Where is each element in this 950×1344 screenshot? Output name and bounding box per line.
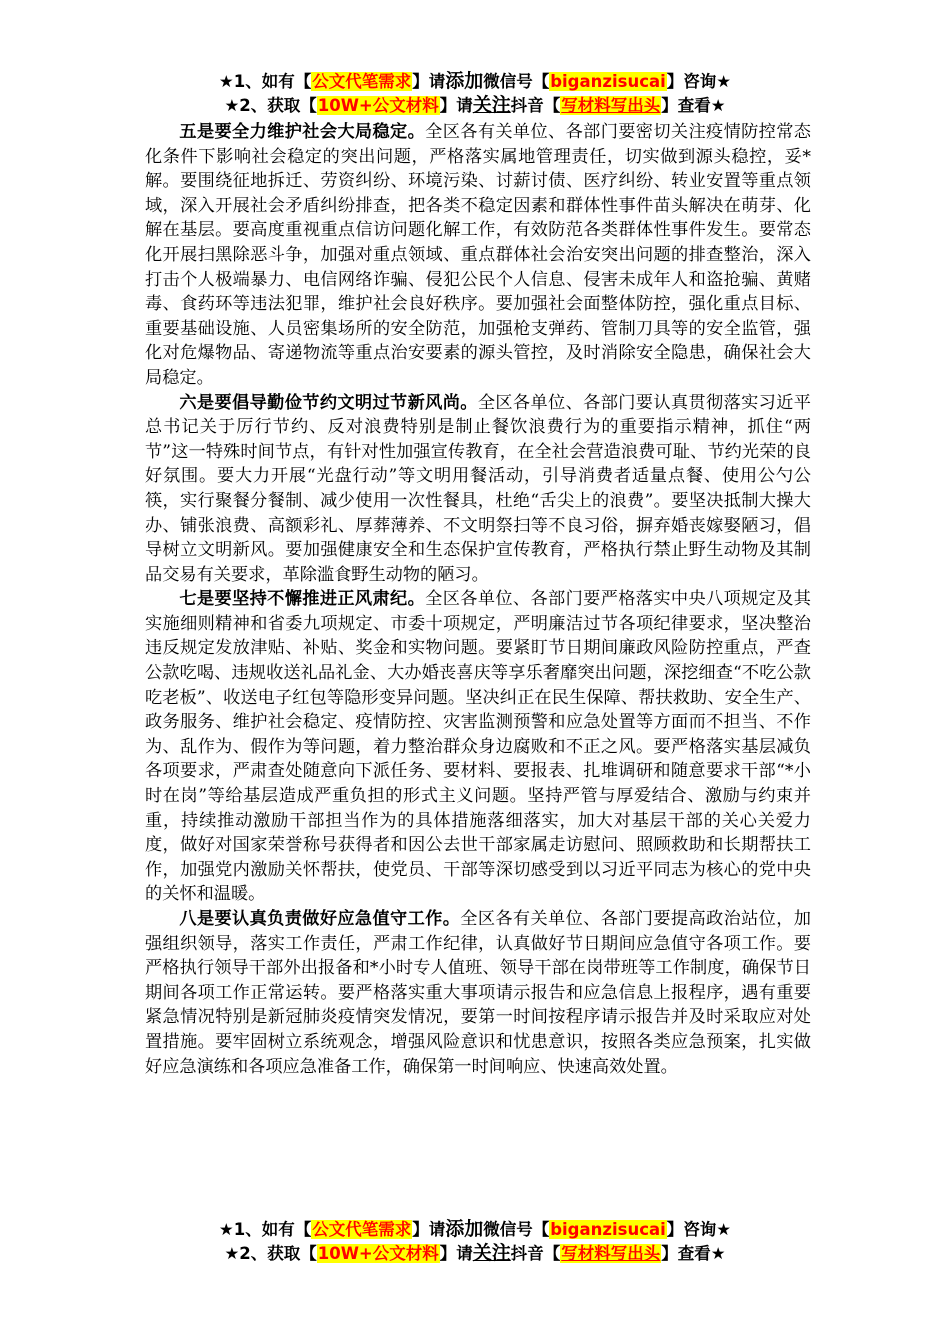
promo-text: 】请 bbox=[412, 72, 446, 91]
promo-text: 】咨询★ bbox=[666, 1220, 732, 1239]
promo-text: ★2、获取【 bbox=[224, 1244, 317, 1263]
promo-text: 】请 bbox=[439, 96, 473, 115]
highlight-wechat-id: biganzisucai bbox=[550, 72, 666, 91]
promo-emphasis: 关注 bbox=[472, 94, 511, 116]
highlight-service: 公文代笔需求 bbox=[312, 72, 412, 91]
promo-emphasis: 关注 bbox=[472, 1242, 511, 1264]
promo-text: 】请 bbox=[412, 1220, 446, 1239]
paragraph-heading: 七是要坚持不懈推进正风肃纪。 bbox=[179, 589, 426, 610]
promo-text: 】请 bbox=[439, 1244, 473, 1263]
document-body bbox=[145, 120, 811, 1079]
paragraph-heading: 六是要倡导勤俭节约文明过节新风尚。 bbox=[179, 392, 478, 413]
promo-text: 抖音【 bbox=[510, 1244, 561, 1263]
paragraph-text: 全区各单位、各部门要认真贯彻落实习近平总书记关于厉行节约、反对浪费特别是制止餐饮浪费行为的重要指示精神，抓住“两节”这一特殊时间节点，有针对性加强宣传教育，在全社会营造浪费可耻、节约光荣的良好氛围。要大力开展“光盘行动”等文明用餐活动，引导消费者适量点餐、使用公勺公筷，实行聚餐分餐制、减少使用一次性餐具，杜绝“舌尖上的浪费”。要坚决抵制大操大办、铺张浪费、高额彩礼、厚葬薄养、不文明祭扫等不良习俗，摒弃婚丧嫁娶陋习，倡导树立文明新风。要加强健康安全和生态保护宣传教育，严格执行禁止野生动物及其制品交易有关要求，革除滥食野生动物的陋习。 bbox=[145, 392, 811, 585]
promo-line-2 bbox=[0, 1241, 950, 1265]
promo-line-1 bbox=[0, 1217, 950, 1241]
promo-emphasis: 添加 bbox=[445, 70, 484, 92]
promo-text: 】查看★ bbox=[661, 1244, 726, 1263]
highlight-service: 公文代笔需求 bbox=[312, 1220, 412, 1239]
promo-banner-top bbox=[0, 69, 950, 117]
highlight-douyin-id: 写材料写出头 bbox=[561, 1244, 661, 1263]
promo-text: 微信号【 bbox=[483, 1220, 550, 1239]
promo-text: 】查看★ bbox=[661, 96, 726, 115]
highlight-materials: 10W+公文材料 bbox=[317, 96, 439, 115]
highlight-wechat-id: biganzisucai bbox=[550, 1220, 666, 1239]
promo-text: 抖音【 bbox=[510, 96, 561, 115]
paragraph-heading: 八是要认真负责做好应急值守工作。 bbox=[179, 909, 461, 929]
promo-text: ★1、如有【 bbox=[218, 72, 312, 91]
promo-text: 微信号【 bbox=[483, 72, 550, 91]
paragraph-heading: 五是要全力维护社会大局稳定。 bbox=[179, 122, 426, 142]
paragraph-text: 全区各有关单位、各部门要密切关注疫情防控常态化条件下影响社会稳定的突出问题，严格落实属地管理责任，切实做到源头稳控，妥*解。要围绕征地拆迁、劳资纠纷、环境污染、讨薪讨债、医疗纠纷、转业安置等重点领域，深入开展社会矛盾纠纷排查，把各类不稳定因素和群体性事件苗头解决在萌芽、化解在基层。要高度重视重点信访问题化解工作，有效防范各类群体性事件发生。要常态化开展扫黑除恶斗争，加强对重点领域、重点群体社会治安突出问题的排查整治，深入打击个人极端暴力、电信网络诈骗、侵犯公民个人信息、侵害未成年人和盗抢骗、黄赌毒、食药环等违法犯罪，维护社会良好秩序。要加强社会面整体防控，强化重点目标、重要基础设施、人员密集场所的安全防范，加强枪支弹药、管制刀具等的安全监管，强化对危爆物品、寄递物流等重点治安要素的源头管控，及时消除安全隐患，确保社会大局稳定。 bbox=[145, 122, 811, 388]
paragraph-8 bbox=[145, 907, 811, 1079]
paragraph-7 bbox=[145, 587, 811, 907]
paragraph-text: 全区各单位、各部门要严格落实中央八项规定及其实施细则精神和省委九项规定、市委十项规定，严明廉洁过节各项纪律要求，坚决整治违反规定发放津贴、补贴、奖金和实物问题。要紧盯节日期间廉政风险防控重点，严查公款吃喝、违规收送礼品礼金、大办婚丧喜庆等享乐奢靡突出问题，深挖细查“不吃公款吃老板”、收送电子红包等隐形变异问题。坚决纠正在民生保障、帮扶救助、安全生产、政务服务、维护社会稳定、疫情防控、灾害监测预警和应急处置等方面而不担当、不作为、乱作为、假作为等问题，着力整治群众身边腐败和不正之风。要严格落实基层减负各项要求，严肃查处随意向下派任务、要材料、要报表、扎堆调研和随意要求干部“*小时在岗”等给基层造成严重负担的形式主义问题。坚持严管与厚爱结合、激励与约束并重，持续推动激励干部担当作为的具体措施落细落实，加大对基层干部的关心关爱力度，做好对国家荣誉称号获得者和因公去世干部家属走访慰问、照顾救助和长期帮扶工作，加强党内激励关怀帮扶，使党员、干部等深切感受到以习近平同志为核心的党中央的关怀和温暖。 bbox=[145, 589, 811, 905]
highlight-douyin-id: 写材料写出头 bbox=[561, 96, 661, 115]
highlight-materials: 10W+公文材料 bbox=[317, 1244, 439, 1263]
paragraph-text: 全区各有关单位、各部门要提高政治站位，加强组织领导，落实工作责任，严肃工作纪律，认真做好节日期间应急值守各项工作。要严格执行领导干部外出报备和*小时专人值班、领导干部在岗带班等工作制度，确保节日期间各项工作正常运转。要严格落实重大事项请示报告和应急信息上报程序，遇有重要紧急情况特别是新冠肺炎疫情突发情况，要第一时间按程序请示报告并及时采取应对处置措施。要牢固树立系统观念，增强风险意识和忧患意识，按照各类应急预案，扎实做好应急演练和各项应急准备工作，确保第一时间响应、快速高效处置。 bbox=[145, 909, 811, 1077]
paragraph-6 bbox=[145, 391, 811, 588]
paragraph-5 bbox=[145, 120, 811, 391]
promo-emphasis: 添加 bbox=[445, 1218, 484, 1240]
promo-line-2 bbox=[0, 93, 950, 117]
promo-text: ★2、获取【 bbox=[224, 96, 317, 115]
promo-banner-bottom bbox=[0, 1217, 950, 1265]
promo-line-1 bbox=[0, 69, 950, 93]
promo-text: 】咨询★ bbox=[666, 72, 732, 91]
promo-text: ★1、如有【 bbox=[218, 1220, 312, 1239]
